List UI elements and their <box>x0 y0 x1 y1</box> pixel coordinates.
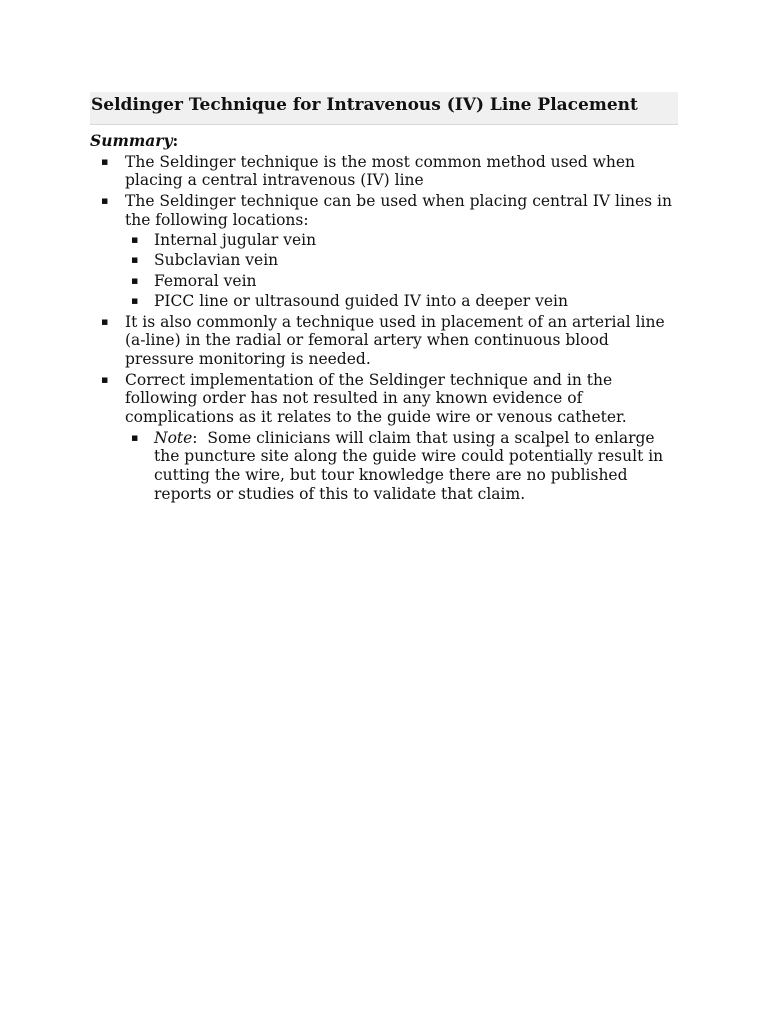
list-item-text: The Seldinger technique is the most common method used when placing a central intravenous (IV) line <box>125 152 640 190</box>
note-label: Note <box>154 428 193 447</box>
note-sublist <box>125 429 678 504</box>
list-item <box>90 313 678 369</box>
document-title: Seldinger Technique for Intravenous (IV) Line Placement <box>91 95 638 115</box>
list-item-text: It is also commonly a technique used in placement of an arterial line (a-line) in the radial or femoral artery when continuous blood pressure monitoring is needed. <box>125 312 670 369</box>
list-item-text: The Seldinger technique can be used when placing central IV lines in the following locations: <box>125 191 677 229</box>
sublist-item <box>125 231 678 250</box>
list-item-text: Correct implementation of the Seldinger technique and in the following order has not resulted in any known evidence of complications as it relates to the guide wire or venous catheter. <box>125 370 627 427</box>
bullet-icon: ▪ <box>131 430 139 444</box>
sublist-item-text: Femoral vein <box>154 271 257 290</box>
list-item <box>90 192 678 311</box>
list-item <box>90 153 678 191</box>
sublist-item <box>125 272 678 291</box>
bullet-icon: ▪ <box>101 154 109 168</box>
bullet-icon: ▪ <box>131 253 139 267</box>
document-page <box>90 92 678 504</box>
summary-list <box>90 153 678 504</box>
note-item <box>125 429 678 504</box>
bullet-icon: ▪ <box>101 314 109 328</box>
summary-heading <box>90 131 678 151</box>
location-sublist <box>125 231 678 311</box>
summary-label: Summary <box>90 131 173 150</box>
sublist-item-text: Subclavian vein <box>154 251 279 270</box>
list-item <box>90 371 678 504</box>
sublist-item-text: PICC line or ultrasound guided IV into a deeper vein <box>154 292 568 311</box>
bullet-icon: ▪ <box>101 193 109 207</box>
sublist-item <box>125 292 678 311</box>
sublist-item-text: Internal jugular vein <box>154 230 317 249</box>
sublist-item <box>125 251 678 270</box>
title-bar <box>90 92 678 125</box>
bullet-icon: ▪ <box>131 232 139 246</box>
summary-colon: : <box>172 131 179 150</box>
note-text: : Some clinicians will claim that using a scalpel to enlarge the puncture site along the guide wire could potentially result in cutting the wire, but tour knowledge there are no published reports or studies of this to validate that claim. <box>154 428 669 503</box>
bullet-icon: ▪ <box>131 294 139 308</box>
bullet-icon: ▪ <box>101 372 109 386</box>
bullet-icon: ▪ <box>131 273 139 287</box>
